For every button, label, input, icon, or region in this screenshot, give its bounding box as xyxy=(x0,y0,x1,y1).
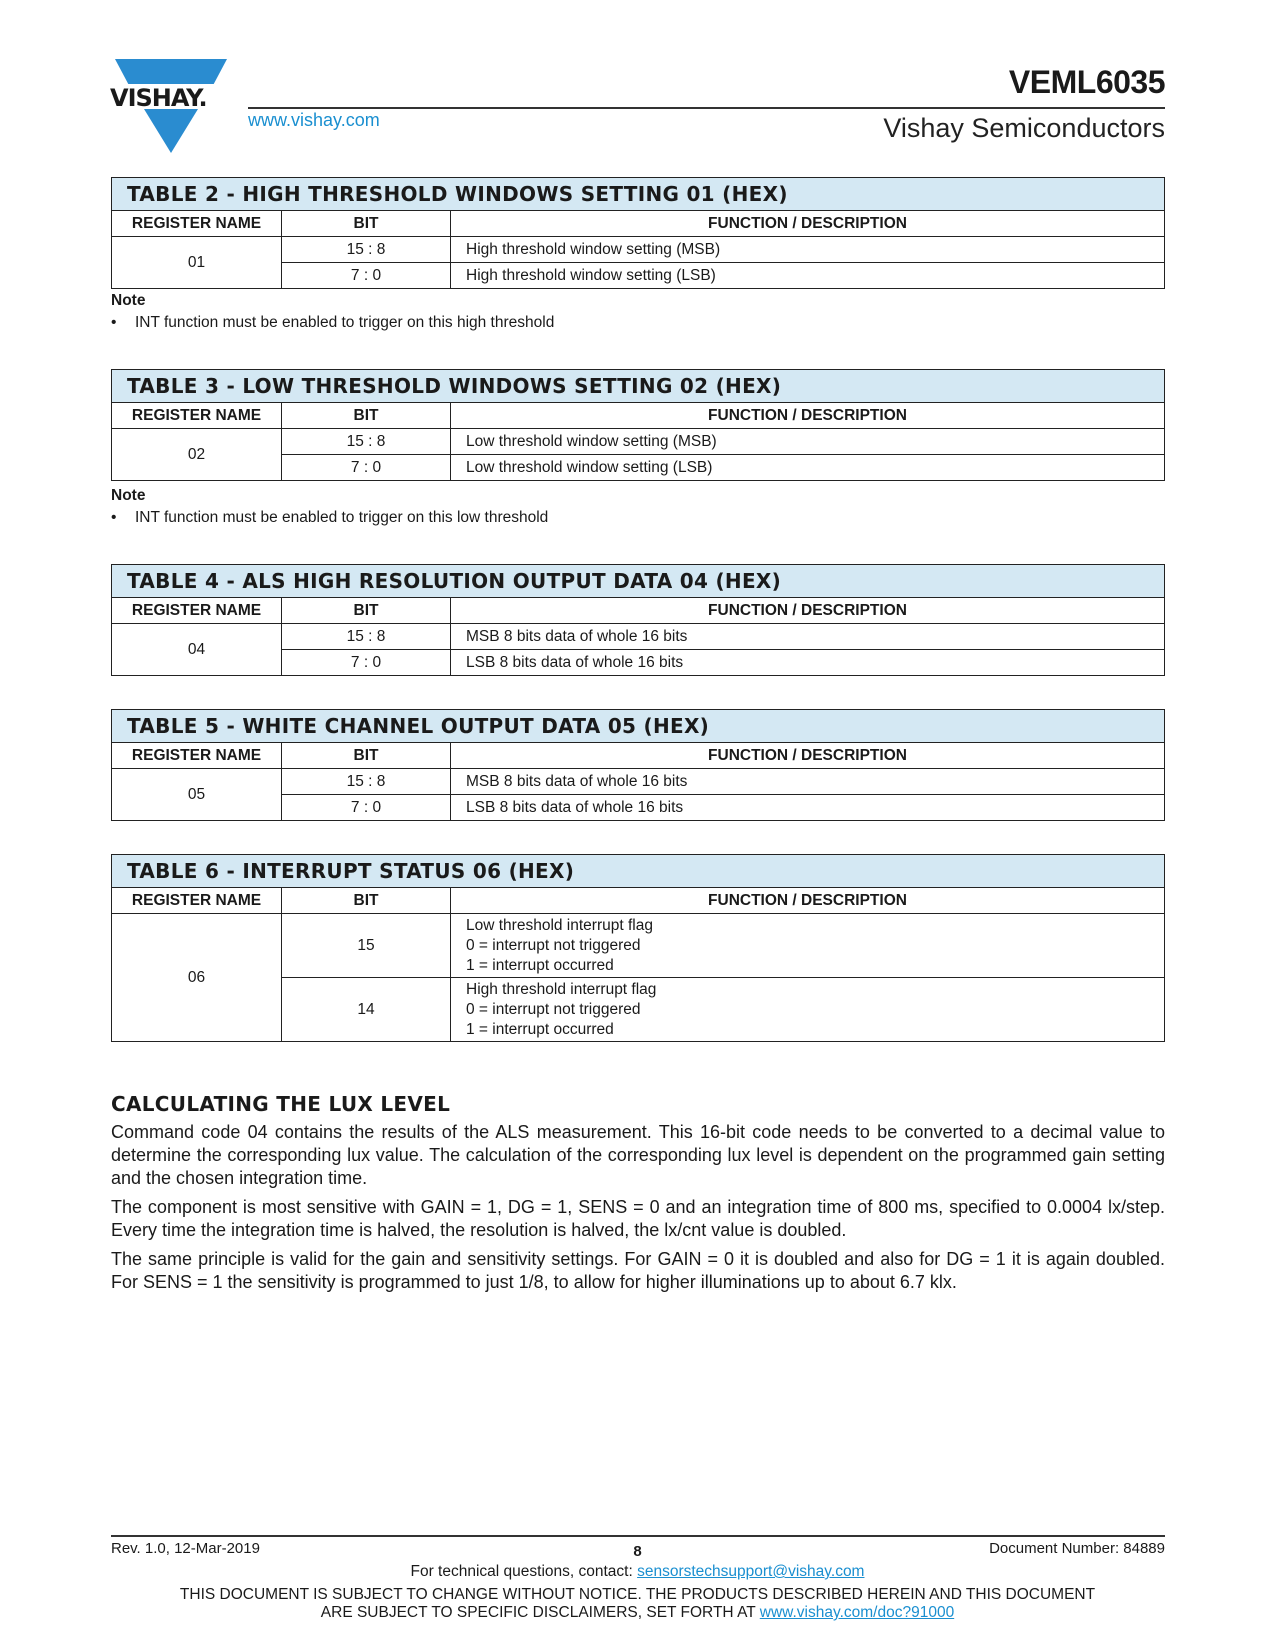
contact-line xyxy=(0,1563,1275,1581)
note-title: Note xyxy=(111,292,146,309)
bit-cell: 15 xyxy=(282,914,451,978)
table-2 xyxy=(111,177,1165,289)
paragraph-2: The component is most sensitive with GAIN = 1, DG = 1, SENS = 0 and an integration time of 800 ms, specified to 0.0004 lx/step. Every time the integration time is halved, the resolution is halved, the lx/cnt value is doubled. xyxy=(111,1197,1165,1240)
bit-cell: 7 : 0 xyxy=(282,650,451,676)
col-bit: BIT xyxy=(282,211,451,237)
desc-line: 0 = interrupt not triggered xyxy=(466,936,641,954)
note-text: INT function must be enabled to trigger on this high threshold xyxy=(135,314,555,331)
col-function: FUNCTION / DESCRIPTION xyxy=(451,888,1165,914)
desc-line: 1 = interrupt occurred xyxy=(466,956,614,974)
col-register: REGISTER NAME xyxy=(112,888,282,914)
desc-cell xyxy=(451,978,1165,1042)
col-function: FUNCTION / DESCRIPTION xyxy=(451,743,1165,769)
table-3 xyxy=(111,369,1165,481)
table-row xyxy=(112,914,1165,978)
bit-cell: 15 : 8 xyxy=(282,429,451,455)
desc-cell: Low threshold window setting (LSB) xyxy=(451,455,1165,481)
table-row xyxy=(112,624,1165,650)
part-number: VEML6035 xyxy=(1008,64,1165,100)
col-bit: BIT xyxy=(282,598,451,624)
table-row xyxy=(112,769,1165,795)
desc-cell: High threshold window setting (LSB) xyxy=(451,263,1165,289)
col-function: FUNCTION / DESCRIPTION xyxy=(451,403,1165,429)
table-6 xyxy=(111,854,1165,1042)
desc-cell: LSB 8 bits data of whole 16 bits xyxy=(451,650,1165,676)
disclaimer-link[interactable]: www.vishay.com/doc?91000 xyxy=(759,1604,955,1621)
paragraph-3: The same principle is valid for the gain and sensitivity settings. For GAIN = 0 it is doubled and also for DG = 1 it is again doubled. For SENS = 1 the sensitivity is programmed to just 1/8, to allow for higher illuminations up to about 6.7 klx. xyxy=(111,1249,1165,1292)
register-cell: 06 xyxy=(112,914,282,1042)
table-5 xyxy=(111,709,1165,821)
desc-cell xyxy=(451,914,1165,978)
bullet: • xyxy=(111,509,117,526)
bit-cell: 14 xyxy=(282,978,451,1042)
note-text: INT function must be enabled to trigger on this low threshold xyxy=(135,509,549,526)
bit-cell: 15 : 8 xyxy=(282,624,451,650)
desc-cell: LSB 8 bits data of whole 16 bits xyxy=(451,795,1165,821)
table-4 xyxy=(111,564,1165,676)
col-register: REGISTER NAME xyxy=(112,743,282,769)
vishay-logo xyxy=(110,57,232,157)
desc-line: 1 = interrupt occurred xyxy=(466,1020,614,1038)
register-cell: 01 xyxy=(112,237,282,289)
col-bit: BIT xyxy=(282,743,451,769)
bit-cell: 15 : 8 xyxy=(282,769,451,795)
col-register: REGISTER NAME xyxy=(112,598,282,624)
note-title: Note xyxy=(111,487,146,504)
table-row xyxy=(112,429,1165,455)
col-function: FUNCTION / DESCRIPTION xyxy=(451,598,1165,624)
desc-line: High threshold interrupt flag xyxy=(466,980,657,998)
table-row xyxy=(112,237,1165,263)
disclaimer-line-2: ARE SUBJECT TO SPECIFIC DISCLAIMERS, SET FORTH AT xyxy=(320,1604,760,1621)
section-heading: CALCULATING THE LUX LEVEL xyxy=(111,1092,451,1116)
company-name: Vishay Semiconductors xyxy=(883,113,1165,143)
bit-cell: 7 : 0 xyxy=(282,455,451,481)
document-number: Document Number: 84889 xyxy=(989,1540,1165,1557)
bit-cell: 15 : 8 xyxy=(282,237,451,263)
table-title: TABLE 4 - ALS HIGH RESOLUTION OUTPUT DATA 04 (HEX) xyxy=(112,565,1165,598)
bit-cell: 7 : 0 xyxy=(282,263,451,289)
desc-cell: High threshold window setting (MSB) xyxy=(451,237,1165,263)
note-table-2 xyxy=(111,292,554,332)
table-title: TABLE 5 - WHITE CHANNEL OUTPUT DATA 05 (HEX) xyxy=(112,710,1165,743)
bit-cell: 7 : 0 xyxy=(282,795,451,821)
col-register: REGISTER NAME xyxy=(112,211,282,237)
contact-prefix: For technical questions, contact: xyxy=(410,1563,638,1580)
register-cell: 05 xyxy=(112,769,282,821)
header-rule xyxy=(248,107,1165,109)
desc-line: 0 = interrupt not triggered xyxy=(466,1000,641,1018)
register-cell: 02 xyxy=(112,429,282,481)
table-title: TABLE 2 - HIGH THRESHOLD WINDOWS SETTING 01 (HEX) xyxy=(112,178,1165,211)
bullet: • xyxy=(111,314,117,331)
desc-cell: Low threshold window setting (MSB) xyxy=(451,429,1165,455)
website-link[interactable]: www.vishay.com xyxy=(248,110,380,130)
paragraph-1: Command code 04 contains the results of the ALS measurement. This 16-bit code needs to be converted to a decimal value to determine the corresponding lux value. The calculation of the corresponding lux level is dependent on the programmed gain setting and the chosen integration time. xyxy=(111,1122,1165,1188)
contact-email-link[interactable]: sensorstechsupport@vishay.com xyxy=(637,1563,865,1580)
footer-rule xyxy=(111,1535,1165,1537)
disclaimer-line-1: THIS DOCUMENT IS SUBJECT TO CHANGE WITHOUT NOTICE. THE PRODUCTS DESCRIBED HEREIN AND THIS DOCUMENT xyxy=(179,1586,1096,1603)
col-bit: BIT xyxy=(282,888,451,914)
revision: Rev. 1.0, 12-Mar-2019 xyxy=(111,1540,260,1557)
col-function: FUNCTION / DESCRIPTION xyxy=(451,211,1165,237)
disclaimer xyxy=(0,1586,1275,1622)
col-bit: BIT xyxy=(282,403,451,429)
note-table-3 xyxy=(111,487,548,527)
table-title: TABLE 6 - INTERRUPT STATUS 06 (HEX) xyxy=(112,855,1165,888)
col-register: REGISTER NAME xyxy=(112,403,282,429)
desc-line: Low threshold interrupt flag xyxy=(466,916,653,934)
desc-cell: MSB 8 bits data of whole 16 bits xyxy=(451,624,1165,650)
register-cell: 04 xyxy=(112,624,282,676)
logo-text: VISHAY. xyxy=(110,84,207,112)
table-title: TABLE 3 - LOW THRESHOLD WINDOWS SETTING 02 (HEX) xyxy=(112,370,1165,403)
desc-cell: MSB 8 bits data of whole 16 bits xyxy=(451,769,1165,795)
page-number: 8 xyxy=(633,1543,642,1560)
